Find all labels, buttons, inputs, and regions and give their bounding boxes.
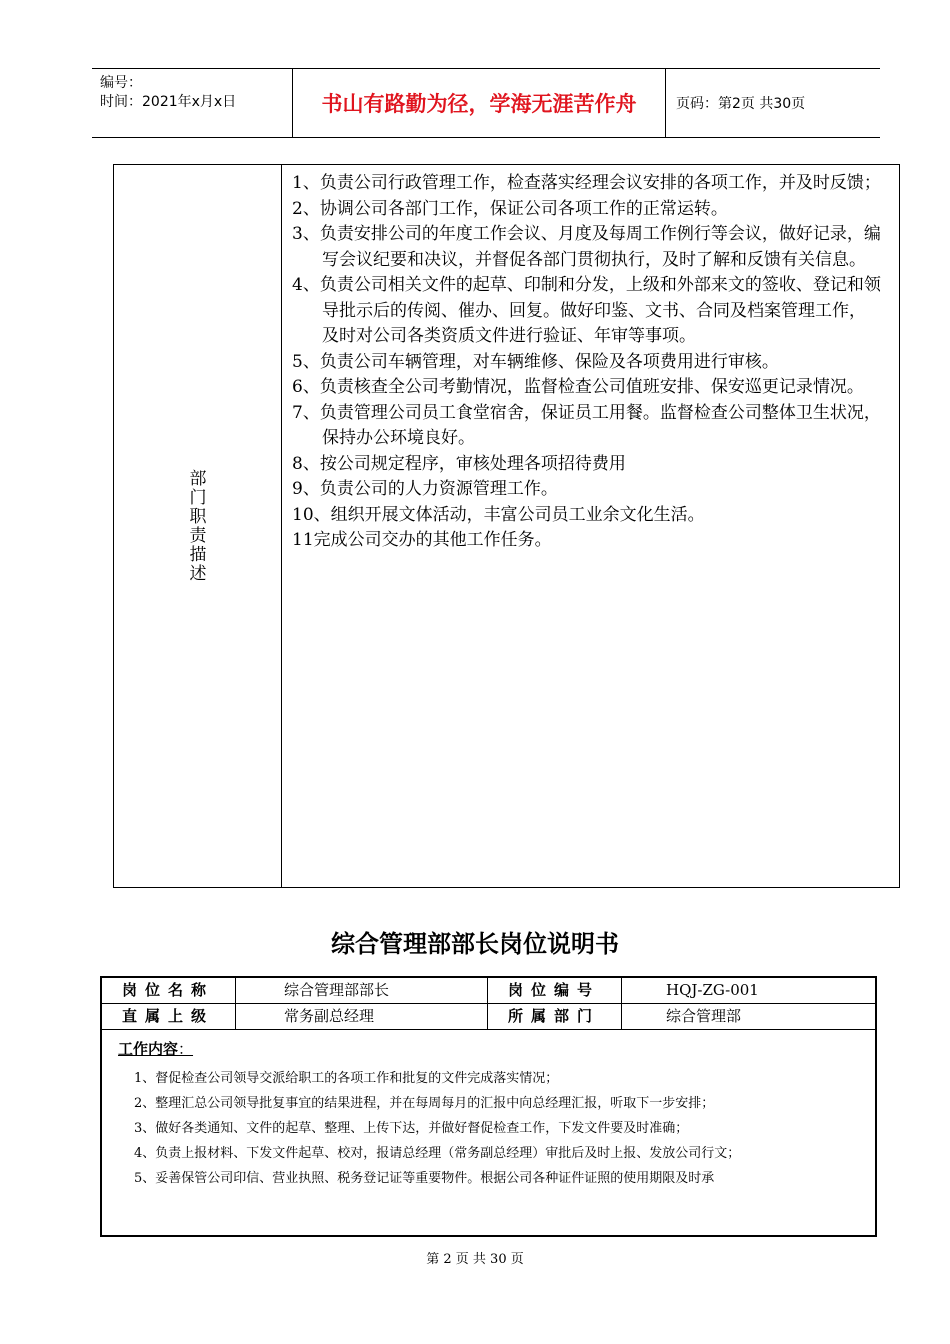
- duty-label-char: 部: [189, 469, 207, 489]
- page-footer: 第 2 页 共 30 页: [426, 1252, 524, 1267]
- position-name-value: 综合管理部部长: [284, 981, 390, 999]
- duty-content-cell: [292, 171, 882, 554]
- duty-item: 5、负责公司车辆管理，对车辆维修、保险及各项费用进行审核。: [292, 351, 779, 372]
- position-name-label: 岗位名称: [122, 981, 215, 999]
- work-item: 5、妥善保管公司印信、营业执照、税务登记证等重要物件。根据公司各种证件证照的使用期限及时承: [134, 1171, 715, 1186]
- duty-label-char: 描: [189, 545, 207, 565]
- duty-item: 11完成公司交办的其他工作任务。: [292, 530, 552, 550]
- department-duty-table: [113, 164, 900, 888]
- duty-item: 3、负责安排公司的年度工作会议、月度及每周工作例行等会议，做好记录，编写会议纪要和决议，并督促各部门贯彻执行，及时了解和反馈有关信息。: [292, 224, 881, 270]
- duty-item: 1、负责公司行政管理工作，检查落实经理会议安排的各项工作，并及时反馈；: [292, 173, 881, 193]
- superior-label: 直属上级: [122, 1007, 215, 1025]
- work-item: 2、整理汇总公司领导批复事宜的结果进程，并在每周每月的汇报中向总经理汇报，听取下一步安排；: [134, 1096, 715, 1111]
- number-label: 编号：: [100, 75, 142, 91]
- work-content-list: [134, 1066, 864, 1191]
- job-description-table: [100, 976, 877, 1237]
- duty-item: 10、组织开展文体活动，丰富公司员工业余文化生活。: [292, 504, 705, 525]
- column-divider: [235, 978, 236, 1030]
- header-meta: [92, 69, 293, 137]
- duty-item: 2、协调公司各部门工作，保证公司各项工作的正常运转。: [292, 198, 728, 219]
- duty-item: 7、负责管理公司员工食堂宿舍，保证员工用餐。监督检查公司整体卫生状况，保持办公环境良好。: [292, 402, 881, 448]
- work-item: 1、督促检查公司领导交派给职工的各项工作和批复的文件完成落实情况；: [134, 1071, 559, 1086]
- work-item: 4、负责上报材料、下发文件起草、校对，报请总经理（常务副总经理）审批后及时上报、发放公司行文；: [134, 1146, 741, 1161]
- work-content-heading: [118, 1038, 193, 1059]
- position-code-label: 岗位编号: [508, 981, 601, 999]
- time-label: 时间：2021年x月x日: [100, 94, 237, 110]
- duty-label-cell: [114, 165, 282, 887]
- header-motto: 书山有路勤为径，学海无涯苦作舟: [293, 69, 666, 137]
- duty-label-char: 责: [189, 526, 207, 546]
- duty-label-char: 门: [189, 488, 207, 508]
- column-divider: [621, 978, 622, 1030]
- duty-item: 9、负责公司的人力资源管理工作。: [292, 479, 558, 499]
- superior-value: 常务副总经理: [284, 1007, 375, 1025]
- duty-label-char: 职: [189, 507, 207, 527]
- department-value: 综合管理部: [666, 1007, 742, 1025]
- job-row-2: [102, 1004, 875, 1030]
- document-title: 综合管理部部长岗位说明书: [331, 930, 619, 958]
- column-divider: [487, 978, 488, 1030]
- duty-item: 8、按公司规定程序，审核处理各项招待费用: [292, 453, 626, 474]
- duty-label-char: 述: [189, 564, 207, 584]
- position-code-value: HQJ-ZG-001: [666, 981, 759, 999]
- duty-item: 6、负责核查全公司考勤情况，监督检查公司值班安排、保安巡更记录情况。: [292, 377, 864, 397]
- department-label: 所属部门: [508, 1007, 601, 1025]
- job-row-1: [102, 978, 875, 1004]
- work-item: 3、做好各类通知、文件的起草、整理、上传下达，并做好督促检查工作，下发文件要及时准确；: [134, 1121, 689, 1136]
- work-content-colon: ：: [178, 1040, 194, 1058]
- duty-item: 4、负责公司相关文件的起草、印制和分发，上级和外部来文的签收、登记和领导批示后的传阅、催办、回复。做好印鉴、文书、合同及档案管理工作，及时对公司各类资质文件进行验证、年审等事项。: [292, 275, 881, 346]
- header-page-info: 页码：第2页 共30页: [676, 96, 806, 112]
- page-header: [92, 68, 880, 138]
- work-content-label: 工作内容: [118, 1040, 179, 1058]
- duty-vertical-label: [114, 470, 282, 584]
